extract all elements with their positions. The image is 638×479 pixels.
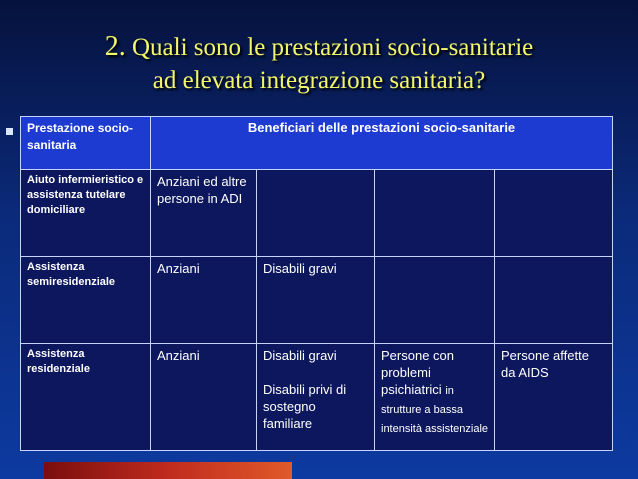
row-label: Assistenza semiresidenziale — [21, 257, 151, 344]
table-cell: Persone affette da AIDS — [495, 344, 613, 451]
cell-text-disabili-privi: Disabili privi di sostegno familiare — [263, 382, 347, 431]
cell-text-psichiatrici: Persone con problemi psichiatrici — [381, 348, 454, 397]
row-label: Assistenza residenziale — [21, 344, 151, 451]
bullet-square-icon — [6, 128, 13, 135]
header-beneficiari: Beneficiari delle prestazioni socio-sanitarie — [151, 117, 613, 170]
table-row — [21, 344, 613, 451]
title-number: 2. — [104, 31, 126, 62]
table-cell — [495, 257, 613, 344]
cell-text-disabili-gravi: Disabili gravi — [263, 348, 337, 363]
decorative-red-bar — [44, 462, 292, 479]
beneficiaries-table — [20, 116, 613, 451]
table-cell — [257, 344, 375, 451]
cell-text-in: in — [445, 385, 454, 397]
table-row — [21, 170, 613, 257]
cell-text-strutture: strutture a bassa intensità assistenziale — [381, 404, 489, 435]
row-label: Aiuto infermieristico e assistenza tutelare domiciliare — [21, 170, 151, 257]
table-cell: Disabili gravi — [257, 257, 375, 344]
header-prestazione: Prestazione socio-sanitaria — [21, 117, 151, 170]
table-cell: Anziani — [151, 344, 257, 451]
table-cell — [375, 170, 495, 257]
slide-title — [0, 30, 638, 97]
title-text-1: Quali sono le prestazioni socio-sanitarie — [131, 34, 534, 61]
table-cell — [495, 170, 613, 257]
title-line-2: ad elevata integrazione sanitaria? — [152, 67, 486, 94]
table-cell: Anziani ed altre persone in ADI — [151, 170, 257, 257]
table-row — [21, 257, 613, 344]
table-cell: Anziani — [151, 257, 257, 344]
table-cell — [375, 344, 495, 451]
title-line-1 — [0, 30, 638, 64]
table-header-row — [21, 117, 613, 170]
table-cell — [257, 170, 375, 257]
table-cell — [375, 257, 495, 344]
